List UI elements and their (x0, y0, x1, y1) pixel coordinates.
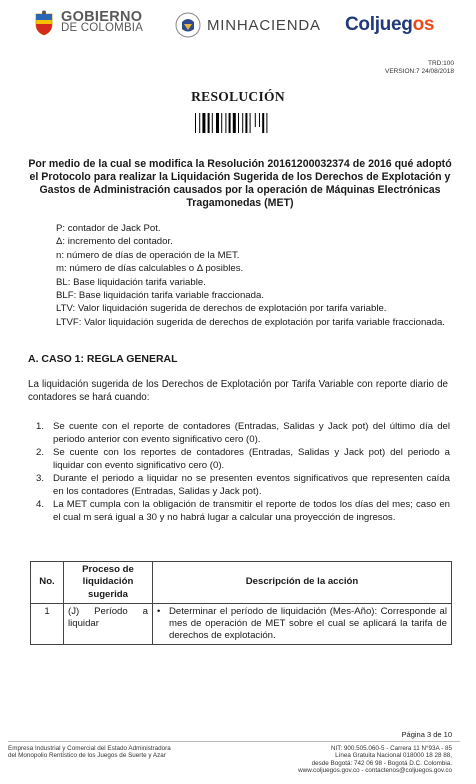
coljuegos-text: Coljueg (345, 14, 413, 35)
coljuegos-text-accent: os (412, 14, 435, 35)
header-descripcion: Descripción de la acción (153, 562, 452, 604)
header-proceso: Proceso de liquidación sugerida (64, 562, 153, 604)
condition-text: Se cuente con los reportes de contadores (Entradas, Salidas y Jack pot) del periodo a liquidar con evento significativo cero (0). (53, 447, 450, 471)
minhacienda-text: MINHACIENDA (207, 16, 321, 34)
trd-version (385, 60, 454, 75)
condition-number: 4. (36, 499, 45, 510)
page-number: Página 3 de 10 (401, 730, 452, 739)
condition-item (36, 420, 450, 446)
conditions-list (36, 420, 450, 524)
condition-item (36, 472, 450, 498)
footer-right-line: Línea Gratuita Nacional 018000 18 28 88, (335, 752, 452, 760)
definition-item: n: número de días de operación de la MET. (56, 249, 240, 261)
descripcion-text: Determinar el período de liquidación (Mes-Año): Corresponde al mes de operación de MET sobre el cual se aplicará la tarifa de derechos de explotación. (169, 606, 447, 641)
condition-item (36, 498, 450, 524)
cell-proceso: (J) Período a liquidar (64, 604, 153, 644)
definition-item: LTV: Valor liquidación sugerida de derechos de explotación por tarifa variable. (56, 303, 387, 315)
minhacienda-logo (175, 12, 321, 38)
colombia-shield-icon (33, 10, 55, 36)
table-row (31, 604, 452, 644)
intro-paragraph: La liquidación sugerida de los Derechos de Explotación por Tarifa Variable con reporte diario de contadores se hará cuando: (28, 379, 448, 404)
gobierno-line2: DE COLOMBIA (61, 22, 144, 34)
process-table (30, 561, 452, 645)
section-heading: A. CASO 1: REGLA GENERAL (28, 353, 178, 365)
header-no: No. (31, 562, 64, 604)
condition-number: 1. (36, 421, 45, 432)
definition-item: BLF: Base liquidación tarifa variable fraccionada. (56, 290, 264, 302)
footer-left-line: Empresa Industrial y Comercial del Estado Administradora (8, 745, 171, 752)
cell-no: 1 (31, 604, 64, 644)
condition-text: Durante el periodo a liquidar no se presenten eventos significativos que representen caída en los contadores (Entradas, Salidas y Jack pot). (53, 473, 450, 497)
definition-item: LTVF: Valor liquidación sugerida de derechos de explotación por tarifa variable fraccionada. (56, 316, 445, 328)
table-header-row (31, 562, 452, 604)
bullet: • (157, 606, 161, 618)
condition-number: 2. (36, 447, 45, 458)
definition-item: Δ: incremento del contador. (56, 236, 173, 248)
definition-item: m: número de días calculables o Δ posibles. (56, 263, 244, 275)
condition-number: 3. (36, 473, 45, 484)
footer-right-line: desde Bogotá: 742 06 98 - Bogotá D.C. Colombia. (311, 759, 452, 767)
trd-code: TRD:100 (427, 60, 454, 67)
gobierno-line1: GOBIERNO (61, 9, 143, 25)
minhacienda-seal-icon (175, 12, 201, 38)
condition-item (36, 446, 450, 472)
footer-left-line: del Monopolio Rentístico de los Juegos de Suerte y Azar (8, 752, 166, 760)
definition-item: P: contador de Jack Pot. (56, 223, 161, 234)
definition-item: BL: Base liquidación tarifa variable. (56, 276, 206, 288)
condition-text: Se cuente con el reporte de contadores (Entradas, Salidas y Jack pot) del último día del periodo anterior con evento significativo cero (0). (53, 421, 450, 445)
footer-right-line: NIT: 900.505.060-5 - Carrera 11 N°93A - 85 (330, 745, 452, 752)
version-code: VERSION:7 24/08/2018 (384, 67, 454, 75)
definitions-list (56, 222, 452, 329)
cell-descripcion (153, 604, 452, 644)
resolution-subject: Por medio de la cual se modifica la Resolución 20161200032374 de 2016 qué adoptó el Protocolo para realizar la Liquidación Sugerida de los Derechos de Explotación y Gastos de Administración causados por la operación de Máquinas Electrónicas Tragamonedas (MET) (28, 158, 452, 209)
footer-left (8, 745, 171, 760)
barcode-icon (195, 113, 291, 133)
condition-text: La MET cumpla con la obligación de transmitir el reporte de todos los días del mes; caso en el cual m será igual a 30 y no habrá lugar a calcular una proyección de ingresos. (53, 499, 450, 523)
footer-right-line: www.coljuegos.gov.co - contactenos@coljuegos.gov.co (298, 767, 452, 775)
gobierno-logo (33, 10, 143, 36)
footer-divider (8, 741, 460, 742)
resolution-title: RESOLUCIÓN (191, 89, 285, 104)
footer-right (298, 745, 452, 775)
coljuegos-logo (345, 14, 434, 36)
